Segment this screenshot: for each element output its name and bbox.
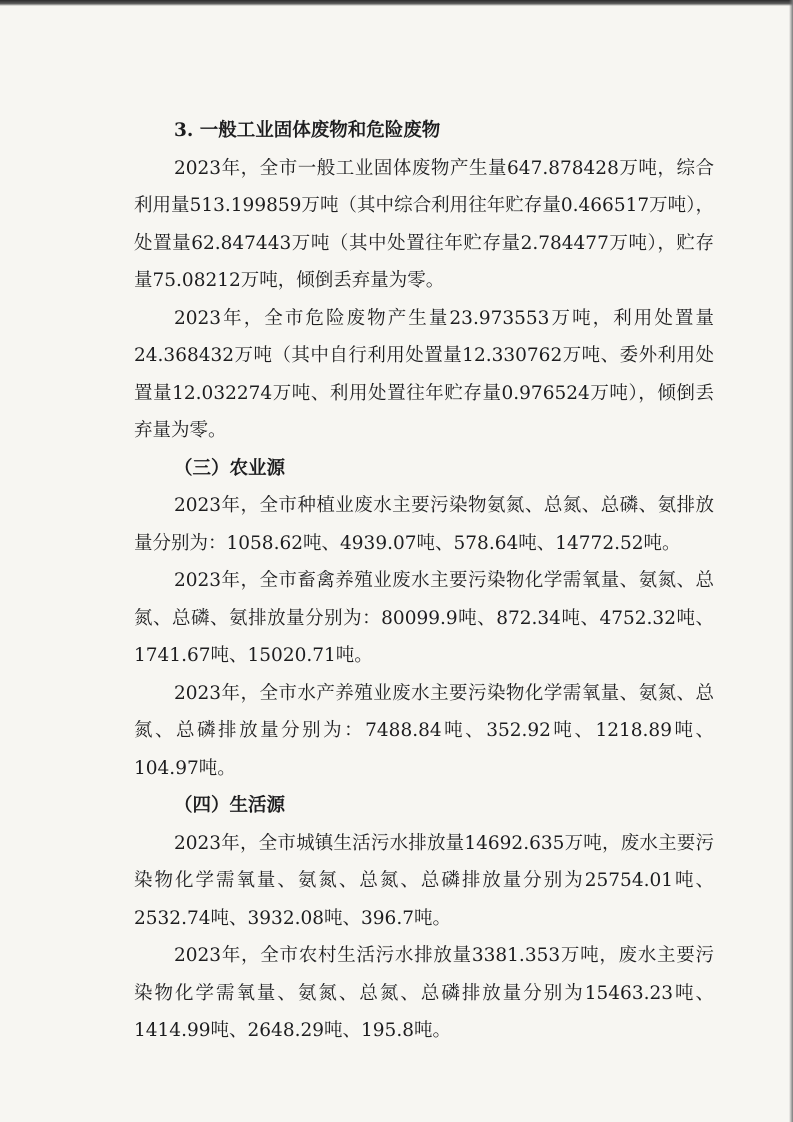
paragraph-rural-sewage: 2023年，全市农村生活污水排放量3381.353万吨，废水主要污染物化学需氧量、氨氮、总氮、总磷排放量分别为15463.23吨、1414.99吨、2648.29吨、195.8吨。 bbox=[134, 945, 714, 1041]
scan-border-top bbox=[0, 0, 793, 6]
scan-border-right bbox=[789, 0, 793, 1122]
paragraph-aquaculture: 2023年，全市水产养殖业废水主要污染物化学需氧量、氨氮、总氮、总磷排放量分别为：7488.84吨、352.92吨、1218.89吨、104.97吨。 bbox=[134, 682, 714, 779]
paragraph-urban-sewage: 2023年，全市城镇生活污水排放量14692.635万吨，废水主要污染物化学需氧量、氨氮、总氮、总磷排放量分别为25754.01吨、2532.74吨、3932.08吨、396.7吨。 bbox=[134, 832, 714, 929]
paragraph-industrial-solid-waste: 2023年，全市一般工业固体废物产生量647.878428万吨，综合利用量513.199859万吨（其中综合利用往年贮存量0.466517万吨），处置量62.847443万吨（其中处置往年贮存量2.784477万吨），贮存量75.08212万吨，倾倒丢弃量为零。 bbox=[134, 157, 714, 291]
section-heading-domestic: （四）生活源 bbox=[174, 795, 286, 816]
document-page bbox=[134, 112, 714, 1050]
paragraph-planting: 2023年，全市种植业废水主要污染物氨氮、总氮、总磷、氨排放量分别为：1058.62吨、4939.07吨、578.64吨、14772.52吨。 bbox=[134, 495, 714, 554]
heading-industrial-hazardous-waste: 3. 一般工业固体废物和危险废物 bbox=[174, 120, 441, 141]
section-heading-agriculture: （三）农业源 bbox=[174, 457, 286, 479]
paragraph-livestock: 2023年，全市畜禽养殖业废水主要污染物化学需氧量、氨氮、总氮、总磷、氨排放量分别为：80099.9吨、872.34吨、4752.32吨、1741.67吨、15020.71吨。 bbox=[134, 570, 714, 666]
paragraph-hazardous-waste: 2023年，全市危险废物产生量23.973553万吨，利用处置量24.368432万吨（其中自行利用处置量12.330762万吨、委外利用处置量12.032274万吨、利用处置往年贮存量0.976524万吨），倾倒丢弃量为零。 bbox=[134, 307, 714, 441]
